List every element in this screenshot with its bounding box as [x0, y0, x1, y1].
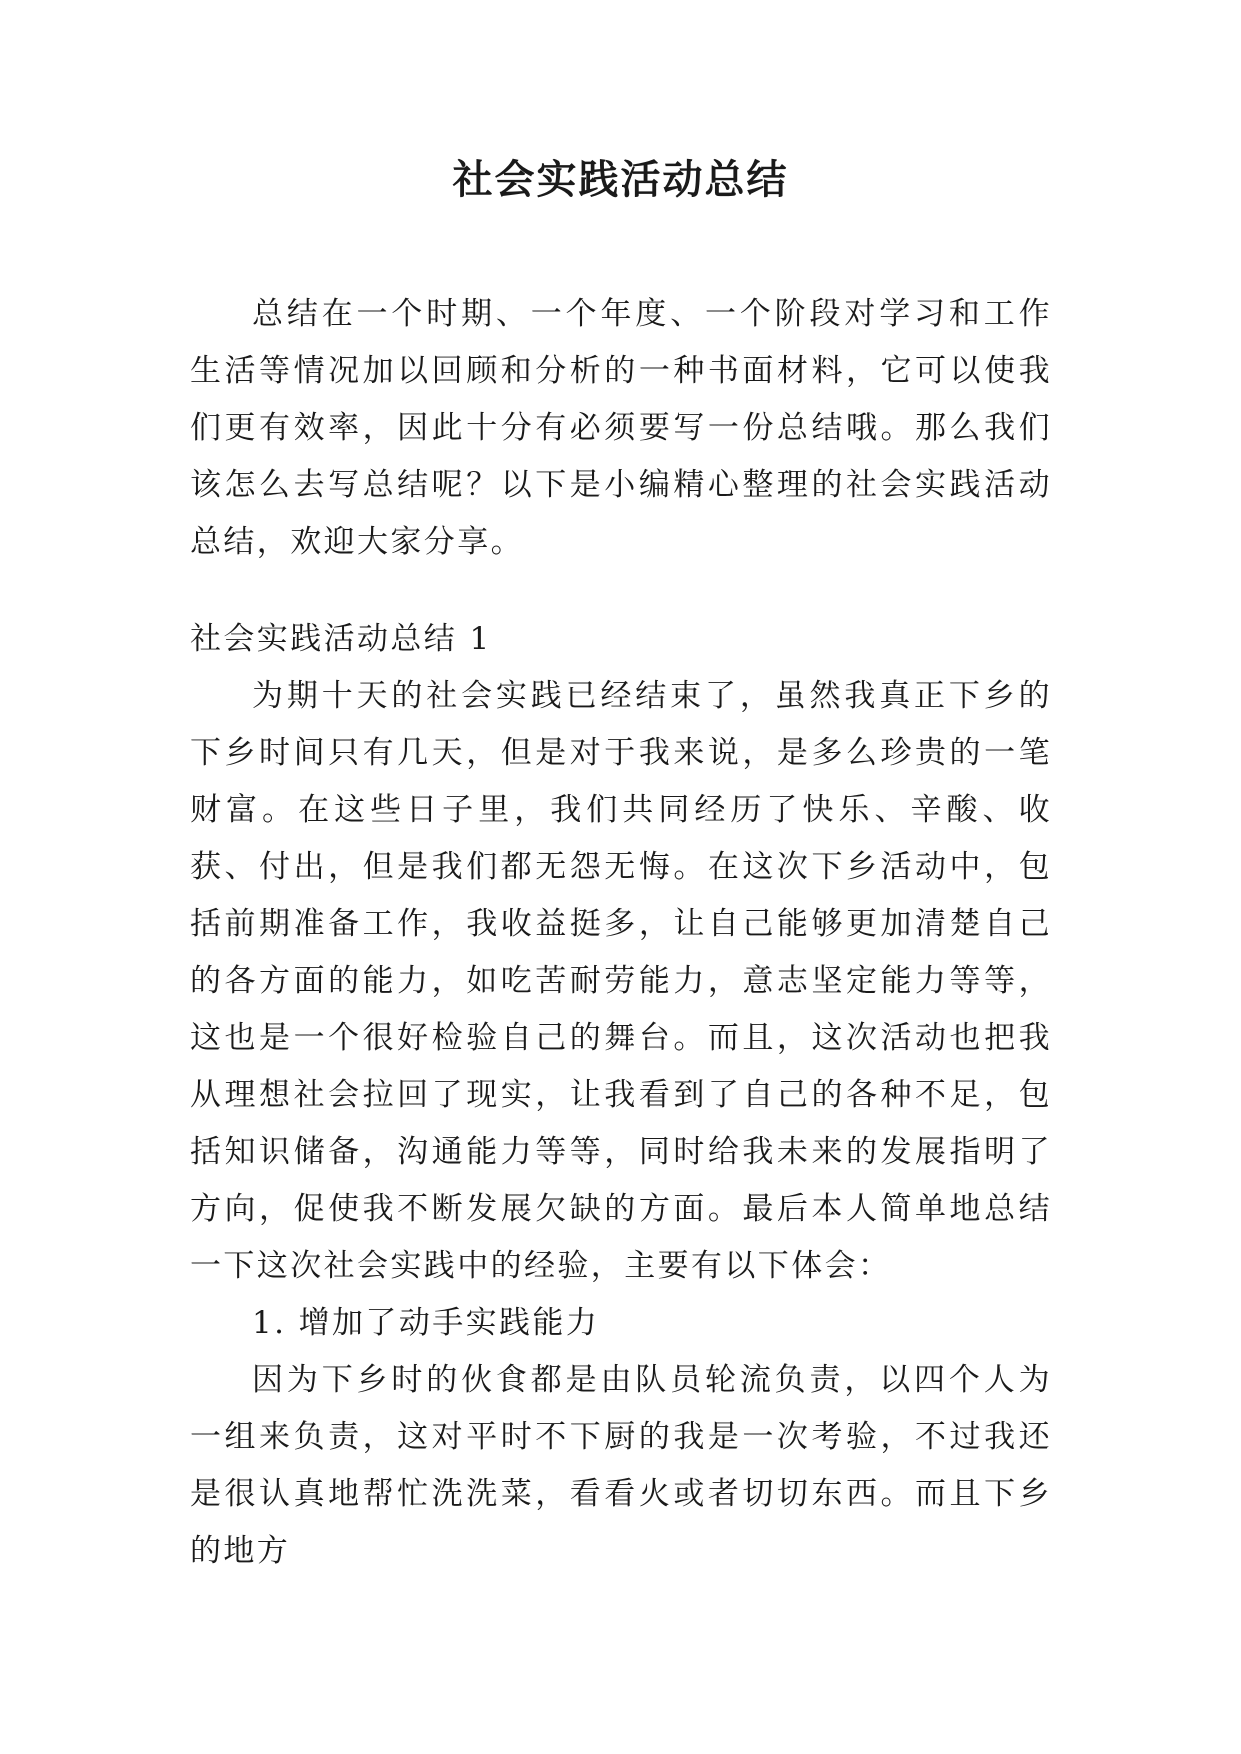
section-paragraph: 为期十天的社会实践已经结束了，虽然我真正下乡的下乡时间只有几天，但是对于我来说，是多么珍贵的一笔财富。在这些日子里，我们共同经历了快乐、辛酸、收获、付出，但是我们都无怨无悔。在这次下乡活动中，包括前期准备工作，我收益挺多，让自己能够更加清楚自己的各方面的能力，如吃苦耐劳能力，意志坚定能力等等，这也是一个很好检验自己的舞台。而且，这次活动也把我从理想社会拉回了现实，让我看到了自己的各种不足，包括知识储备，沟通能力等等，同时给我未来的发展指明了方向，促使我不断发展欠缺的方面。最后本人简单地总结一下这次社会实践中的经验，主要有以下体会：	[190, 678, 1052, 1284]
point-heading: 1. 增加了动手实践能力	[252, 1305, 600, 1341]
intro-paragraph: 总结在一个时期、一个年度、一个阶段对学习和工作生活等情况加以回顾和分析的一种书面材料，它可以使我们更有效率，因此十分有必须要写一份总结哦。那么我们该怎么去写总结呢？以下是小编精心整理的社会实践活动总结，欢迎大家分享。	[190, 296, 1052, 560]
point-paragraph: 因为下乡时的伙食都是由队员轮流负责，以四个人为一组来负责，这对平时不下厨的我是一次考验，不过我还是很认真地帮忙洗洗菜，看看火或者切切东西。而且下乡的地方	[190, 1362, 1052, 1569]
section-heading: 社会实践活动总结 1	[190, 621, 492, 657]
section-1	[190, 611, 1052, 1580]
intro-section	[190, 286, 1052, 571]
document-title: 社会实践活动总结	[452, 156, 789, 203]
